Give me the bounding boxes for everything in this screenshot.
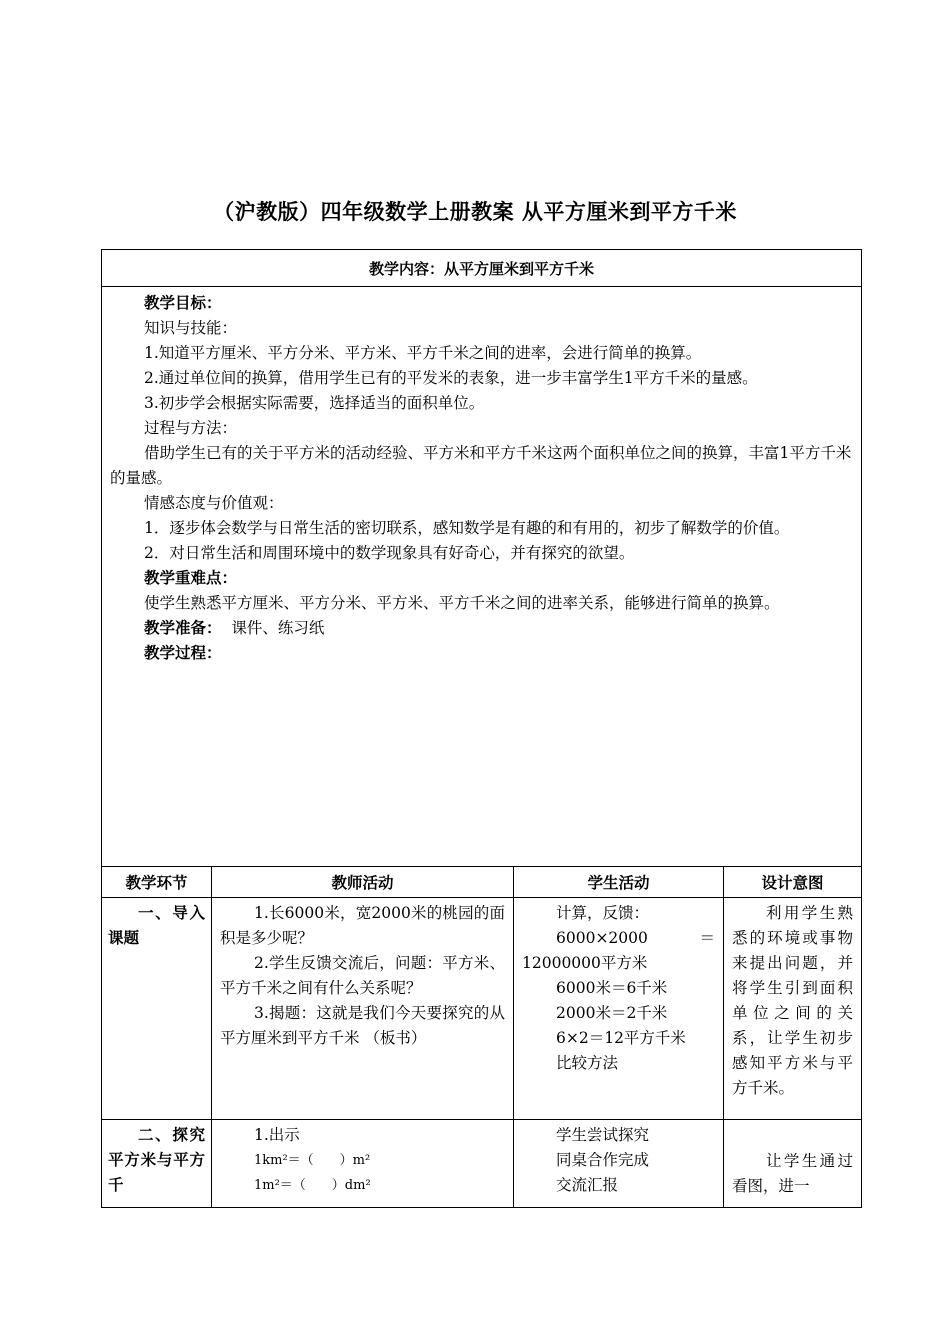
student-item: 6×2＝12平方千米: [556, 1029, 686, 1047]
objectives-section: [102, 287, 862, 867]
student-item: 交流汇报: [556, 1176, 619, 1194]
student-item: 6000米＝6千米: [556, 979, 668, 997]
knowledge-item-1: 1.知道平方厘米、平方分米、平方米、平方千米之间的进率，会进行简单的换算。: [144, 344, 702, 362]
lesson-plan-table: [101, 249, 862, 1208]
emotion-item-1: 1．逐步体会数学与日常生活的密切联系，感知数学是有趣的和有用的，初步了解数学的价值。: [144, 519, 790, 537]
intent-cell: [724, 1120, 862, 1208]
student-item: 6000×2000 ＝12000000平方米: [522, 929, 715, 972]
table-row: [102, 898, 862, 1120]
column-header-teacher: 教师活动: [212, 867, 514, 898]
student-item: 2000米＝2千米: [556, 1004, 668, 1022]
content-header: 教学内容：从平方厘米到平方千米: [102, 250, 862, 287]
page-title: （沪教版）四年级数学上册教案 从平方厘米到平方千米: [213, 200, 737, 224]
knowledge-item-2: 2.通过单位间的换算，借用学生已有的平发米的表象，进一步丰富学生1平方千米的量感。: [144, 369, 758, 387]
student-item: 比较方法: [556, 1054, 619, 1072]
stage-cell: [102, 898, 212, 1120]
preparation-text: 课件、练习纸: [231, 619, 325, 637]
objectives-heading: 教学目标：: [144, 294, 222, 312]
student-item: 学生尝试探究: [556, 1126, 650, 1144]
teacher-cell: [212, 1120, 514, 1208]
column-header-student: 学生活动: [514, 867, 724, 898]
intent-cell: [724, 898, 862, 1120]
key-points-text: 使学生熟悉平方厘米、平方分米、平方米、平方千米之间的进率关系，能够进行简单的换算。: [144, 594, 780, 612]
teacher-item: 1.长6000米，宽2000米的桃园的面积是多少呢？: [220, 904, 505, 947]
teacher-item: 1.出示: [254, 1126, 300, 1144]
preparation-heading: 教学准备：: [144, 619, 222, 637]
intent-text: 让学生通过看图，进一: [732, 1152, 854, 1195]
emotion-item-2: 2．对日常生活和周围环境中的数学现象具有好奇心，并有探究的欲望。: [144, 544, 635, 562]
column-header-intent: 设计意图: [724, 867, 862, 898]
table-row: [102, 1120, 862, 1208]
process-heading: 过程与方法：: [144, 419, 238, 437]
student-cell: [514, 898, 724, 1120]
knowledge-item-3: 3.初步学会根据实际需要，选择适当的面积单位。: [144, 394, 485, 412]
intent-text: 利用学生熟悉的环境或事物来提出问题，并将学生引到面积单位之间的关系，让学生初步感知平方米与平方千米。: [732, 904, 854, 1097]
student-cell: [514, 1120, 724, 1208]
teacher-cell: [212, 898, 514, 1120]
teacher-item: 2.学生反馈交流后，问题：平方米、平方千米之间有什么关系呢？: [220, 954, 505, 997]
student-item: 同桌合作完成: [556, 1151, 650, 1169]
process-label: 教学过程：: [144, 644, 222, 662]
emotion-heading: 情感态度与价值观：: [144, 494, 284, 512]
stage-text: 一、导入课题: [108, 904, 205, 947]
teacher-item: 1m²＝（ ）dm²: [254, 1178, 371, 1193]
stage-cell: [102, 1120, 212, 1208]
column-header-stage: 教学环节: [102, 867, 212, 898]
preparation-line: [110, 616, 853, 641]
teacher-item: 3.揭题：这就是我们今天要探究的从平方厘米到平方千米 （板书）: [220, 1004, 505, 1047]
student-item: 计算，反馈：: [556, 904, 650, 922]
teacher-item: 1km²＝（ ）m²: [254, 1153, 371, 1168]
stage-text: 二、探究平方米与平方千: [108, 1126, 205, 1194]
key-points-heading: 教学重难点：: [144, 569, 238, 587]
knowledge-heading: 知识与技能：: [144, 319, 238, 337]
column-header-row: [102, 867, 862, 898]
process-item-1: 借助学生已有的关于平方米的活动经验、平方米和平方千米这两个面积单位之间的换算，丰富1平方千米的量感。: [110, 444, 852, 487]
